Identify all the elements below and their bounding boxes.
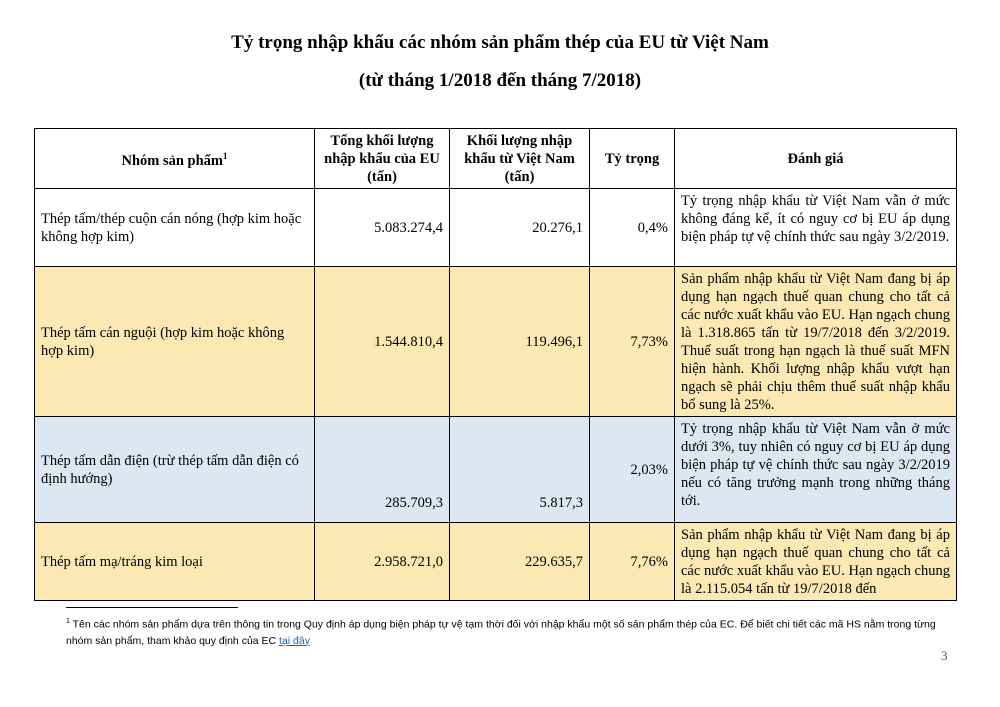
cell-share: 7,76%: [590, 523, 675, 601]
cell-share: 2,03%: [590, 417, 675, 523]
header-share: Tỷ trọng: [590, 129, 675, 189]
cell-assessment: Tỷ trọng nhập khẩu từ Việt Nam vẫn ở mức dưới 3%, tuy nhiên có nguy cơ bị EU áp dụng biện pháp tự vệ chính thức sau ngày 3/2/2019 nếu có tăng trưởng mạnh trong những tháng tới.: [675, 417, 957, 523]
cell-group: Thép tấm mạ/tráng kim loại: [35, 523, 315, 601]
cell-vn-volume: 229.635,7: [450, 523, 590, 601]
header-eu-total: Tổng khối lượng nhập khẩu của EU (tấn): [315, 129, 450, 189]
cell-assessment: Tỷ trọng nhập khẩu từ Việt Nam vẫn ở mức không đáng kể, ít có nguy cơ bị EU áp dụng biện pháp tự vệ chính thức sau ngày 3/2/2019.: [675, 189, 957, 267]
header-assessment: Đánh giá: [675, 129, 957, 189]
table-row: [35, 417, 957, 523]
cell-assessment: Sản phẩm nhập khẩu từ Việt Nam đang bị áp dụng hạn ngạch thuế quan chung cho tất cả các nước xuất khẩu vào EU. Hạn ngạch chung là 2.115.054 tấn từ 19/7/2018 đến: [675, 523, 957, 601]
cell-share: 7,73%: [590, 267, 675, 417]
footnote-text: Tên các nhóm sản phẩm dựa trên thông tin trong Quy định áp dụng biện pháp tự vệ tạm thời đối với nhập khẩu một số sản phẩm thép của EC. Để biết chi tiết các mã HS nằm trong từng nhóm sản phẩm, tham khảo quy định của EC: [66, 618, 936, 647]
cell-group: Thép tấm cán nguội (hợp kim hoặc không hợp kim): [35, 267, 315, 417]
footnote-link[interactable]: tại đây: [279, 634, 310, 647]
footnote: [66, 614, 946, 649]
cell-eu-total: 1.544.810,4: [315, 267, 450, 417]
footnote-divider: [66, 607, 238, 608]
cell-group: Thép tấm dẫn điện (trừ thép tấm dẫn điện có định hướng): [35, 417, 315, 523]
cell-vn-volume: 20.276,1: [450, 189, 590, 267]
cell-vn-volume: 5.817,3: [450, 417, 590, 523]
cell-assessment: Sản phẩm nhập khẩu từ Việt Nam đang bị áp dụng hạn ngạch thuế quan chung cho tất cả các nước xuất khẩu vào EU. Hạn ngạch chung là 1.318.865 tấn từ 19/7/2018 đến 3/2/2019. Thuế suất trong hạn ngạch là thuế suất MFN hiện hành. Khối lượng nhập khẩu vượt hạn ngạch sẽ phải chịu thêm thuế suất nhập khẩu bổ sung là 25%.: [675, 267, 957, 417]
table-row: [35, 189, 957, 267]
cell-eu-total: 285.709,3: [315, 417, 450, 523]
page-number: 3: [941, 648, 948, 663]
header-group: Nhóm sản phẩm$^1$: [35, 129, 315, 189]
cell-eu-total: 5.083.274,4: [315, 189, 450, 267]
page-subtitle: (từ tháng 1/2018 đến tháng 7/2018): [358, 70, 642, 91]
page-title: Tỷ trọng nhập khẩu các nhóm sản phẩm thép của EU từ Việt Nam: [231, 32, 769, 53]
table-header-row: [35, 129, 957, 189]
footnote-marker: 1: [66, 618, 70, 625]
footnote-ref: 1: [223, 151, 228, 162]
cell-group: Thép tấm/thép cuộn cán nóng (hợp kim hoặc không hợp kim): [35, 189, 315, 267]
header-vn-volume: Khối lượng nhập khẩu từ Việt Nam (tấn): [450, 129, 590, 189]
steel-import-table: [34, 128, 957, 601]
cell-share: 0,4%: [590, 189, 675, 267]
table-row: [35, 523, 957, 601]
table-row: [35, 267, 957, 417]
cell-vn-volume: 119.496,1: [450, 267, 590, 417]
cell-eu-total: 2.958.721,0: [315, 523, 450, 601]
